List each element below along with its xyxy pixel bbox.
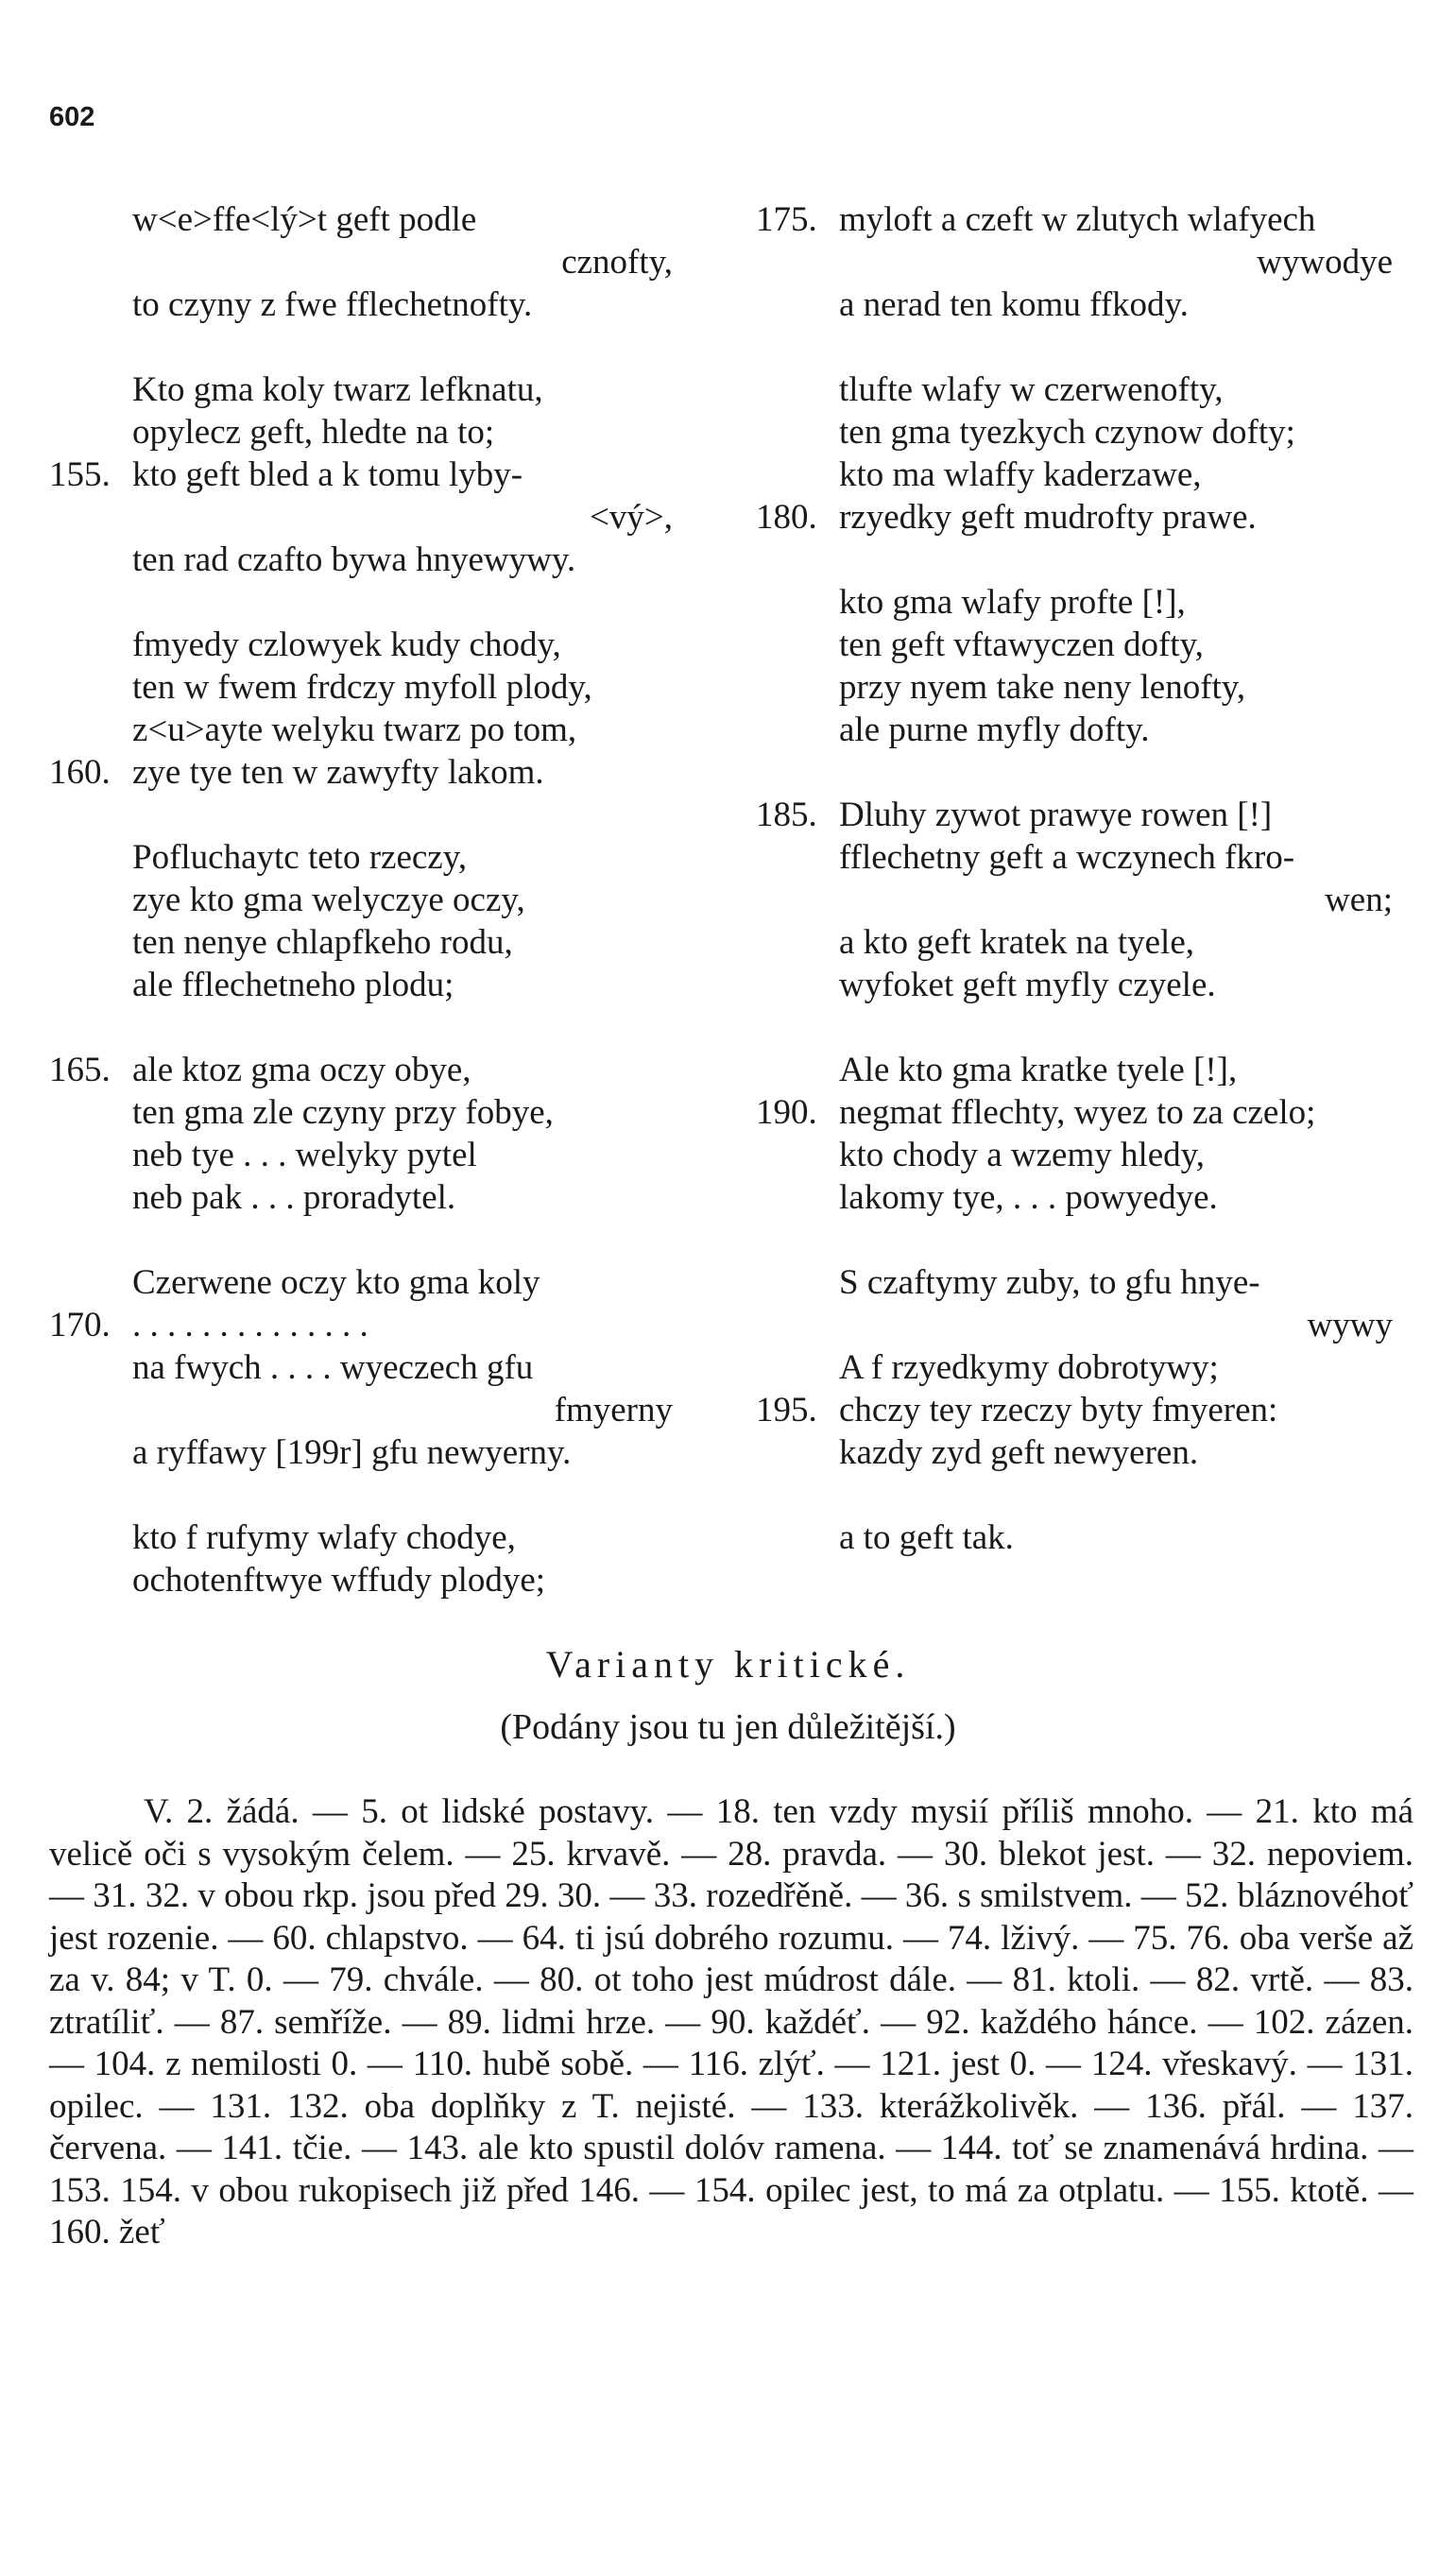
verse-line <box>49 1176 692 1219</box>
verse-text: kto gma wlafy profte [!], <box>839 583 1186 622</box>
verse-line <box>49 198 692 241</box>
verse-line <box>756 454 1398 496</box>
verse-text: neb tye . . . welyky pytel <box>132 1136 477 1174</box>
verse-text: wywy <box>1307 1306 1393 1344</box>
verse-line <box>756 283 1398 326</box>
verse-line <box>756 879 1398 921</box>
verse-line <box>49 666 692 709</box>
verse-line <box>756 964 1398 1006</box>
stanza <box>49 1516 692 1601</box>
verse-line <box>49 241 692 283</box>
verse-text: negmat fflechty, wyez to za czelo; <box>839 1093 1316 1132</box>
verse-line <box>756 1346 1398 1389</box>
verse-text: wywodye <box>1257 243 1393 282</box>
verse-line <box>756 624 1398 666</box>
verse-text: a ryffawy [199r] gfu newyerny. <box>132 1433 572 1472</box>
verse-line <box>49 1346 692 1389</box>
stanza <box>756 1049 1398 1219</box>
verse-line <box>756 836 1398 879</box>
verse-line <box>756 709 1398 751</box>
verse-text: ten gma tyezkych czynow dofty; <box>839 413 1295 452</box>
verse-line <box>49 1091 692 1134</box>
verse-text: ale ktoz gma oczy obye, <box>132 1051 471 1089</box>
apparatus-text: V. 2. žádá. — 5. ot lidské postavy. — 18. ten vzdy mysií příliš mnoho. — 21. kto má velicě oči s vysokým čelem. — 25. krvavě. — 28. pravda. — 30. blekot jest. — 32. nepoviem. — 31. 32. v obou rkp. jsou před 29. 30. — 33. rozedřěně. — 36. s smilstvem. — 52. bláznovéhoť jest rozenie. — 60. chlapstvo. — 64. ti jsú dobrého rozumu. — 74. lživý. — 75. 76. oba verše až za v. 84; v T. 0. — 79. chvále. — 80. ot toho jest múdrost dále. — 81. ktoli. — 82. vrtě. — 83. ztratíliť. — 87. semříže. — 89. lidmi hrze. — 90. každéť. — 92. každého hánce. — 102. zázen. — 104. z nemilosti 0. — 110. hubě sobě. — 116. zlýť. — 121. jest 0. — 124. vřeskavý. — 131. opilec. — 131. 132. oba doplňky z T. nejisté. — 133. kterážkolivěk. — 136. přál. — 137. červena. — 141. tčie. — 143. ale kto spustil dolóv ramena. — 144. toť se znamenává hrdina. — 153. 154. v obou rukopisech již před 146. — 154. opilec jest, to má za otplatu. — 155. ktotě. — 160. žeť <box>49 1792 1413 2251</box>
verse-line <box>49 879 692 921</box>
verse-text: Dluhy zywot prawye rowen [!] <box>839 796 1273 834</box>
verse-number: 165. <box>49 1051 111 1089</box>
verse-text: neb pak . . . proradytel. <box>132 1178 456 1217</box>
verse-line <box>49 1134 692 1176</box>
verse-text: A f rzyedkymy dobrotywy; <box>839 1348 1219 1387</box>
verse-line <box>49 1559 692 1601</box>
verse-line <box>49 1049 692 1091</box>
verse-text: fmyedy czlowyek kudy chody, <box>132 625 561 664</box>
verse-text: ale fflechetneho plodu; <box>132 966 454 1004</box>
verse-text: ten w fwem frdczy myfoll plody, <box>132 668 592 707</box>
verse-text: a to geft tak. <box>839 1518 1014 1557</box>
verse-line <box>756 1049 1398 1091</box>
verse-line <box>49 283 692 326</box>
verse-text: lakomy tye, . . . powyedye. <box>839 1178 1218 1217</box>
apparatus-subtitle: (Podány jsou tu jen důležitější.) <box>500 1707 956 1747</box>
verse-line <box>756 198 1398 241</box>
verse-number: 155. <box>49 455 111 494</box>
stanza <box>756 198 1398 326</box>
verse-number: 160. <box>49 753 111 792</box>
verse-text: kto f rufymy wlafy chodye, <box>132 1518 516 1557</box>
poem-right-column <box>756 198 1398 1601</box>
verse-text: rzyedky geft mudrofty prawe. <box>839 498 1257 537</box>
verse-line <box>49 539 692 581</box>
verse-number: 175. <box>756 200 817 239</box>
stanza <box>49 368 692 581</box>
verse-line <box>49 1431 692 1474</box>
verse-text: a nerad ten komu ffkody. <box>839 285 1189 324</box>
verse-line <box>756 666 1398 709</box>
verse-text: . . . . . . . . . . . . . . <box>132 1306 368 1344</box>
verse-text: na fwych . . . . wyeczech gfu <box>132 1348 534 1387</box>
verse-line <box>756 241 1398 283</box>
verse-text: kto chody a wzemy hledy, <box>839 1136 1206 1174</box>
verse-line <box>49 454 692 496</box>
verse-line <box>756 1091 1398 1134</box>
verse-text: kto ma wlaffy kaderzawe, <box>839 455 1202 494</box>
verse-line <box>756 1134 1398 1176</box>
verse-line <box>49 836 692 879</box>
verse-text: zye kto gma welyczye oczy, <box>132 881 525 919</box>
verse-text: Ale kto gma kratke tyele [!], <box>839 1051 1238 1089</box>
verse-number: 190. <box>756 1093 817 1132</box>
verse-line <box>49 1304 692 1346</box>
verse-text: fflechetny geft a wczynech fkro- <box>839 838 1295 877</box>
verse-text: a kto geft kratek na tyele, <box>839 923 1194 962</box>
verse-text: Czerwene oczy kto gma koly <box>132 1263 540 1302</box>
verse-text: kto geft bled a k tomu lyby- <box>132 455 523 494</box>
verse-text: w<e>ffe<lý>t geft podle <box>132 200 477 239</box>
verse-text: ten rad czafto bywa hnyewywy. <box>132 540 576 579</box>
verse-line <box>756 581 1398 624</box>
verse-line <box>756 794 1398 836</box>
apparatus-title: Varianty kritické. <box>545 1643 911 1686</box>
stanza <box>756 794 1398 1006</box>
verse-text: wyfoket geft myfly czyele. <box>839 966 1216 1004</box>
verse-number: 195. <box>756 1391 817 1430</box>
verse-text: ochotenftwye wffudy plodye; <box>132 1561 546 1600</box>
verse-text: z<u>ayte welyku twarz po tom, <box>132 710 577 749</box>
verse-text: myloft a czeft w zlutych wlafyech <box>839 200 1316 239</box>
verse-line <box>49 368 692 411</box>
verse-text: zye tye ten w zawyfty lakom. <box>132 753 544 792</box>
stanza <box>49 624 692 794</box>
stanza <box>49 836 692 1006</box>
verse-line <box>49 624 692 666</box>
verse-text: ten geft vftawyczen dofty, <box>839 625 1204 664</box>
verse-text: przy nyem take neny lenofty, <box>839 668 1246 707</box>
verse-line <box>756 1431 1398 1474</box>
verse-text: wen; <box>1325 881 1393 919</box>
verse-number: 170. <box>49 1306 111 1344</box>
verse-text: tlufte wlafy w czerwenofty, <box>839 370 1224 409</box>
verse-line <box>49 1389 692 1431</box>
stanza <box>49 1261 692 1474</box>
verse-text: S czaftymy zuby, to gfu hnye- <box>839 1263 1260 1302</box>
verse-line <box>756 1389 1398 1431</box>
poem-left-column <box>49 198 692 1644</box>
verse-line <box>756 1261 1398 1304</box>
verse-line <box>49 1516 692 1559</box>
verse-text: ale purne myfly dofty. <box>839 710 1150 749</box>
verse-text: to czyny z fwe fflechetnofty. <box>132 285 533 324</box>
verse-line <box>49 496 692 539</box>
verse-text: Pofluchaytc teto rzeczy, <box>132 838 468 877</box>
verse-text: fmyerny <box>554 1391 673 1430</box>
verse-text: Kto gma koly twarz lefknatu, <box>132 370 543 409</box>
verse-line <box>49 411 692 454</box>
verse-line <box>756 1516 1398 1559</box>
verse-text: ten gma zle czyny przy fobye, <box>132 1093 554 1132</box>
verse-text: cznofty, <box>561 243 673 282</box>
verse-line <box>756 496 1398 539</box>
verse-number: 180. <box>756 498 817 537</box>
verse-text: ten nenye chlapfkeho rodu, <box>132 923 513 962</box>
stanza <box>756 1516 1398 1559</box>
verse-line <box>756 411 1398 454</box>
verse-line <box>756 1176 1398 1219</box>
verse-line <box>49 964 692 1006</box>
stanza <box>49 198 692 326</box>
stanza <box>756 1261 1398 1474</box>
verse-text: <vý>, <box>590 498 673 537</box>
verse-line <box>49 751 692 794</box>
verse-line <box>49 921 692 964</box>
verse-text: kazdy zyd geft newyeren. <box>839 1433 1199 1472</box>
stanza <box>756 368 1398 539</box>
page-number: 602 <box>49 102 95 132</box>
verse-line <box>756 921 1398 964</box>
verse-line <box>756 368 1398 411</box>
verse-text: chczy tey rzeczy byty fmyeren: <box>839 1391 1278 1430</box>
verse-number: 185. <box>756 796 817 834</box>
stanza <box>49 1049 692 1219</box>
verse-text: opylecz geft, hledte na to; <box>132 413 495 452</box>
verse-line <box>49 1261 692 1304</box>
verse-line <box>756 1304 1398 1346</box>
stanza <box>756 581 1398 751</box>
verse-line <box>49 709 692 751</box>
